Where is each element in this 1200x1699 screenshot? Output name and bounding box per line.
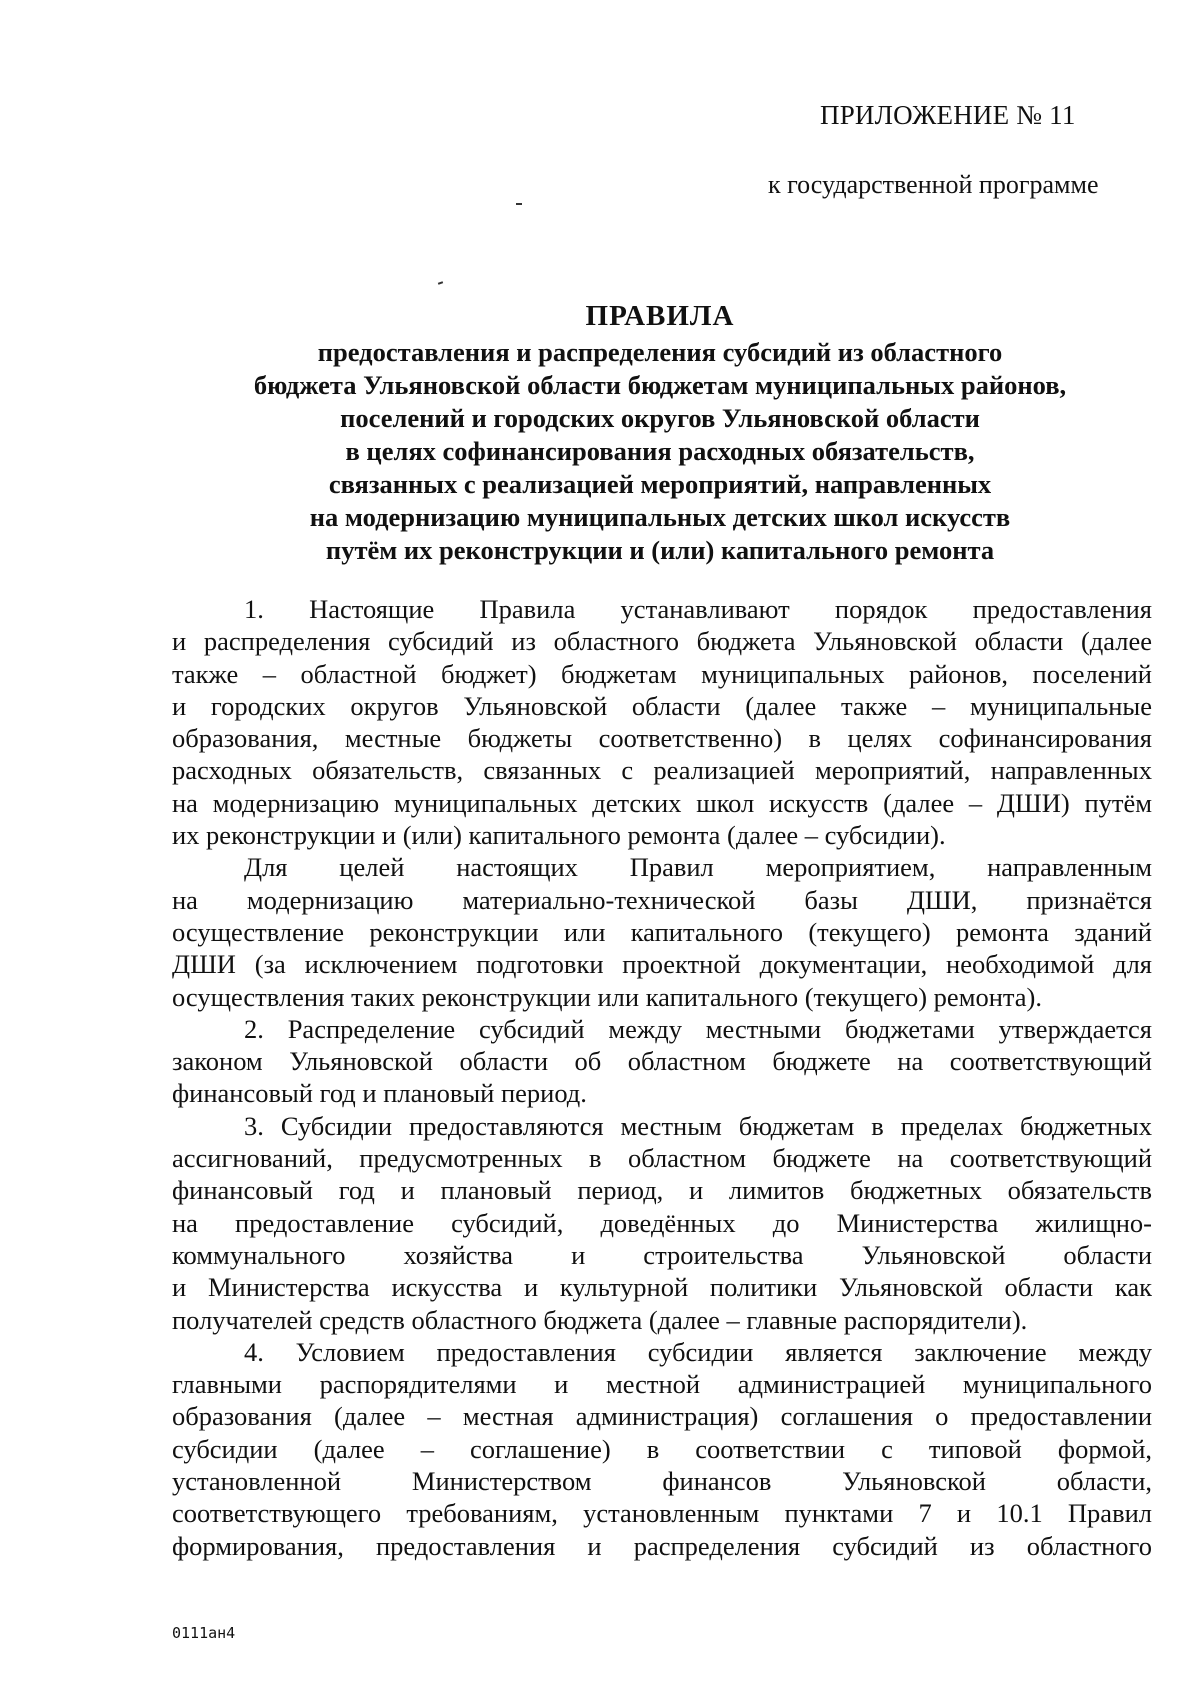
title-line: поселений и городских округов Ульяновской области xyxy=(340,403,980,433)
title-line: связанных с реализацией мероприятий, направленных xyxy=(328,469,992,499)
document-code: 0111ан4 xyxy=(172,1624,236,1642)
paragraph-4 xyxy=(172,1336,1152,1562)
text-line: ассигнований, предусмотренных в областном бюджете на соответствующий xyxy=(172,1143,1152,1174)
title-line: в целях софинансирования расходных обязательств, xyxy=(345,436,975,466)
text-line: осуществления таких реконструкции или капитального (текущего) ремонта). xyxy=(172,981,1043,1012)
title-line: на модернизацию муниципальных детских школ искусств xyxy=(309,502,1011,532)
title-heading: ПРАВИЛА xyxy=(585,300,735,332)
text-line: коммунального хозяйства и строительства Ульяновской области xyxy=(172,1239,1152,1270)
appendix-subtitle: к государственной программе xyxy=(768,170,1099,199)
text-line: Для целей настоящих Правил мероприятием, направленным xyxy=(244,852,1152,883)
text-line: образования, местные бюджеты соответственно) в целях софинансирования xyxy=(172,723,1152,754)
paragraph-1-continued xyxy=(172,851,1152,1012)
text-line: законом Ульяновской области об областном бюджете на соответствующий xyxy=(172,1046,1152,1077)
text-line: и городских округов Ульяновской области (далее также – муниципальные xyxy=(172,690,1152,721)
text-line: формирования, предоставления и распределения субсидий из областного xyxy=(172,1530,1152,1561)
text-line: расходных обязательств, связанных с реализацией мероприятий, направленных xyxy=(172,755,1152,786)
text-line: ДШИ (за исключением подготовки проектной документации, необходимой для xyxy=(172,949,1152,980)
title-line: предоставления и распределения субсидий из областного xyxy=(317,337,1003,367)
text-line: 2. Распределение субсидий между местными бюджетами утверждается xyxy=(244,1013,1152,1044)
text-line: 1. Настоящие Правила устанавливают порядок предоставления xyxy=(244,594,1152,624)
text-line: получателей средств областного бюджета (далее – главные распорядители). xyxy=(172,1304,1028,1335)
text-line: образования (далее – местная администрация) соглашения о предоставлении xyxy=(172,1401,1152,1432)
text-line: осуществление реконструкции или капитального (текущего) ремонта зданий xyxy=(172,916,1152,947)
document-body xyxy=(172,593,1152,1562)
paragraph-1 xyxy=(172,593,1152,851)
text-line: на предоставление субсидий, доведённых до Министерства жилищно- xyxy=(172,1207,1152,1238)
text-line: 3. Субсидии предоставляются местным бюджетам в пределах бюджетных xyxy=(244,1110,1152,1141)
text-line: установленной Министерством финансов Ульяновской области, xyxy=(172,1466,1152,1497)
text-line: 4. Условием предоставления субсидии является заключение между xyxy=(244,1336,1152,1367)
text-line: соответствующего требованиям, установленным пунктами 7 и 10.1 Правил xyxy=(172,1498,1152,1529)
paragraph-3 xyxy=(172,1110,1152,1336)
paragraph-2 xyxy=(172,1013,1152,1110)
scan-mark xyxy=(516,203,522,205)
document-title xyxy=(160,300,1160,567)
title-line: бюджета Ульяновской области бюджетам муниципальных районов, xyxy=(253,370,1067,400)
text-line: и Министерства искусства и культурной политики Ульяновской области как xyxy=(172,1272,1152,1303)
text-line: на модернизацию муниципальных детских школ искусств (далее – ДШИ) путём xyxy=(172,787,1152,818)
text-line: также – областной бюджет) бюджетам муниципальных районов, поселений xyxy=(172,658,1152,689)
text-line: их реконструкции и (или) капитального ремонта (далее – субсидии). xyxy=(172,820,946,851)
appendix-label: ПРИЛОЖЕНИЕ № 11 xyxy=(820,100,1076,130)
text-line: финансовый год и плановый период, и лимитов бюджетных обязательств xyxy=(172,1175,1152,1206)
text-line: главными распорядителями и местной администрацией муниципального xyxy=(172,1369,1152,1400)
title-line: путём их реконструкции и (или) капитального ремонта xyxy=(325,535,995,565)
text-line: и распределения субсидий из областного бюджета Ульяновской области (далее xyxy=(172,626,1152,657)
text-line: субсидии (далее – соглашение) в соответствии с типовой формой, xyxy=(172,1433,1152,1464)
text-line: на модернизацию материально-технической базы ДШИ, признаётся xyxy=(172,884,1152,915)
text-line: финансовый год и плановый период. xyxy=(172,1078,587,1109)
scan-mark xyxy=(438,281,443,285)
